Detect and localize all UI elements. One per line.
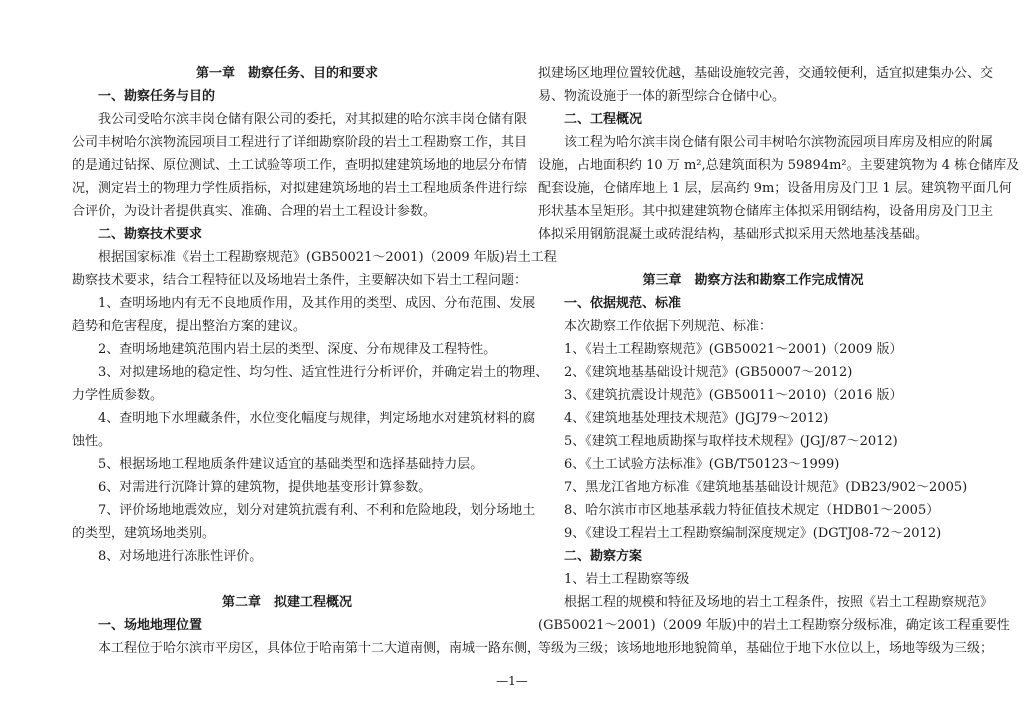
reference-item: 2、《建筑地基基础设计规范》(GB50007～2012) (564, 365, 853, 380)
paragraph-line: 根据工程的规模和特征及场地的岩土工程条件，按照《岩土工程勘察规范》 (564, 595, 994, 610)
paragraph-line: 体拟采用钢筋混凝土或砖混结构，基础形式拟采用天然地基浅基础。 (538, 227, 929, 242)
section-survey-plan: 二、勘察方案 (564, 549, 643, 564)
spacer (538, 246, 968, 269)
reference-item: 3、《建筑抗震设计规范》(GB50011～2010)（2016 版） (564, 388, 903, 403)
reference-item: 4、《建筑地基处理技术规范》(JGJ79～2012) (564, 411, 829, 426)
list-item: 5、根据场地工程地质条件建议适宜的基础类型和选择基础持力层。 (98, 457, 484, 472)
paragraph-line: 我公司受哈尔滨丰岗仓储有限公司的委托，对其拟建的哈尔滨丰岗仓储有限 (98, 112, 528, 127)
reference-item: 6、《土工试验方法标准》(GB/T50123～1999) (564, 457, 840, 472)
list-item-continued: 的类型，建筑场地类别。 (72, 526, 216, 541)
list-item-continued: 蚀性。 (72, 434, 112, 449)
paragraph-line: 的是通过钻探、原位测试、土工试验等项工作，查明拟建建筑场地的地层分布情 (72, 158, 528, 173)
left-column (72, 62, 557, 660)
section-technical-requirements: 二、勘察技术要求 (98, 227, 203, 242)
paragraph-line: 易、物流设施于一体的新型综合仓储中心。 (538, 89, 786, 104)
paragraph-line: 拟建场区地理位置较优越，基础设施较完善，交通较便利，适宜拟建集办公、交 (538, 66, 994, 81)
section-standards: 一、依据规范、标准 (564, 296, 682, 311)
right-column (538, 62, 1020, 660)
paragraph-line: 合评价，为设计者提供真实、准确、合理的岩土工程设计参数。 (72, 204, 437, 219)
spacer (72, 568, 502, 591)
reference-item: 5、《建筑工程地质勘探与取样技术规程》(JGJ/87～2012) (564, 434, 898, 449)
chapter-1-title: 第一章 勘察任务、目的和要求 (195, 66, 378, 81)
list-item: 2、查明场地建筑范围内岩土层的类型、深度、分布规律及工程特性。 (98, 342, 497, 357)
paragraph-line: 设施，占地面积约 10 万 m²,总建筑面积为 59894m²。主要建筑物为 4 栋仓储库及 (538, 158, 1020, 173)
subsection-title: 1、岩土工程勘察等级 (564, 572, 690, 587)
page-number: —1— (496, 674, 528, 688)
chapter-3-title: 第三章 勘察方法和勘察工作完成情况 (642, 273, 864, 288)
list-item: 7、评价场地地震效应，划分对建筑抗震有利、不利和危险地段，划分场地土 (98, 503, 536, 518)
section-site-location: 一、场地地理位置 (98, 618, 203, 633)
paragraph-line: 配套设施，仓储库地上 1 层，层高约 9m；设备用房及门卫 1 层。建筑物平面几何 (538, 181, 1012, 196)
list-item: 8、对场地进行冻胀性评价。 (98, 549, 263, 564)
list-item: 1、查明场地内有无不良地质作用，及其作用的类型、成因、分布范围、发展 (98, 296, 536, 311)
reference-item: 9、《建设工程岩土工程勘察编制深度规定》(DGTJ08-72～2012) (564, 526, 942, 541)
reference-item: 7、黑龙江省地方标准《建筑地基基础设计规范》(DB23/902～2005) (564, 480, 968, 495)
paragraph-line: 况，测定岩土的物理力学性质指标，对拟建建筑场地的岩土工程地质条件进行综 (72, 181, 528, 196)
chapter-2-title: 第二章 拟建工程概况 (221, 595, 352, 610)
paragraph-line: 等级为三级；该场地地形地貌简单，基础位于地下水位以上，场地等级为三级； (538, 641, 994, 656)
list-item-continued: 力学性质参数。 (72, 388, 164, 403)
section-task-purpose: 一、勘察任务与目的 (98, 89, 216, 104)
paragraph-line: 形状基本呈矩形。其中拟建建筑物仓储库主体拟采用钢结构，设备用房及门卫主 (538, 204, 994, 219)
section-project-overview: 二、工程概况 (564, 112, 643, 127)
reference-item: 1、《岩土工程勘察规范》(GB50021～2001)（2009 版） (564, 342, 903, 357)
paragraph-line: 公司丰树哈尔滨物流园项目工程进行了详细勘察阶段的岩土工程勘察工作，其目 (72, 135, 528, 150)
list-item: 6、对需进行沉降计算的建筑物，提供地基变形计算参数。 (98, 480, 432, 495)
paragraph-line: 根据国家标准《岩土工程勘察规范》(GB50021～2001)（2009 年版)岩土工程 (98, 250, 557, 265)
paragraph-line: 本工程位于哈尔滨市平房区，具体位于哈南第十二大道南侧，南城一路东侧， (98, 641, 541, 656)
paragraph-line: 勘察技术要求，结合工程特征以及场地岩土条件，主要解决如下岩土工程问题： (72, 273, 528, 288)
list-item: 4、查明地下水埋藏条件，水位变化幅度与规律，判定场地水对建筑材料的腐 (98, 411, 536, 426)
paragraph-line: 本次勘察工作依据下列规范、标准： (564, 319, 773, 334)
reference-item: 8、哈尔滨市市区地基承载力特征值技术规定（HDB01～2005） (564, 503, 940, 518)
paragraph-line: 该工程为哈尔滨丰岗仓储有限公司丰树哈尔滨物流园项目库房及相应的附属 (564, 135, 994, 150)
list-item-continued: 趋势和危害程度，提出整治方案的建议。 (72, 319, 307, 334)
paragraph-line: (GB50021～2001)（2009 年版)中的岩土工程勘察分级标准，确定该工程重要性 (538, 618, 1010, 633)
list-item: 3、对拟建场地的稳定性、均匀性、适宜性进行分析评价，并确定岩土的物理、 (98, 365, 549, 380)
